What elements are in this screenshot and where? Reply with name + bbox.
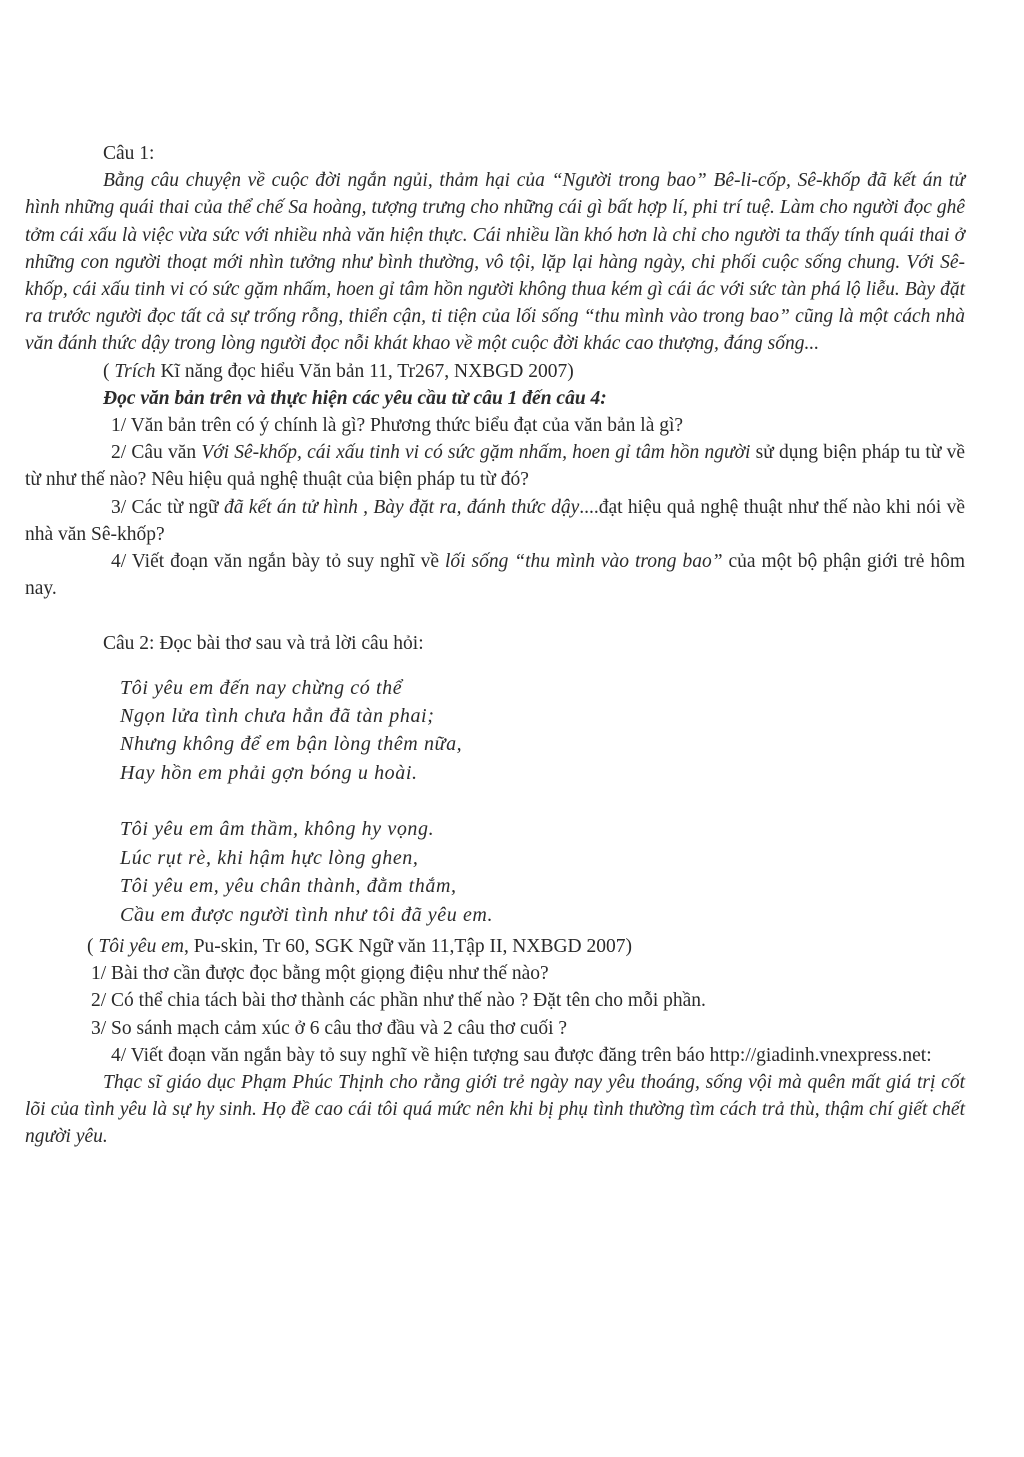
cau1-source-italic: Trích <box>114 360 156 382</box>
cau1-q4-prefix: 4/ Viết đoạn văn ngắn bày tỏ suy nghĩ về <box>111 551 445 573</box>
cau2-quote: Thạc sĩ giáo dục Phạm Phúc Thịnh cho rằng giới trẻ ngày nay yêu thoáng, sống vội mà quên mất giá trị cốt lõi của tình yêu là sự hy sinh. Họ đề cao cái tôi quá mức nên khi bị phụ tình thường tìm cách trả thù, thậm chí giết chết người yêu. <box>25 1071 965 1148</box>
cau1-question-2 <box>25 439 965 493</box>
poem-line: Cầu em được người tình như tôi đã yêu em. <box>120 903 494 926</box>
poem-line: Hay hồn em phải gợn bóng u hoài. <box>120 761 418 784</box>
cau2-question-4: 4/ Viết đoạn văn ngắn bày tỏ suy nghĩ về hiện tượng sau được đăng trên báo http://giadinh.vnexpress.net: <box>111 1044 932 1066</box>
poem-line: Tôi yêu em đến nay chừng có thể <box>120 676 403 699</box>
document-page <box>25 140 965 1151</box>
cau1-q4-suffix: của một bộ phận giới trẻ hôm nay. <box>25 551 965 600</box>
cau1-q2-prefix: 2/ Câu văn <box>111 442 202 464</box>
cau1-label: Câu 1: <box>103 143 155 164</box>
cau1-question-1: 1/ Văn bản trên có ý chính là gì? Phương thức biểu đạt của văn bản là gì? <box>111 415 684 437</box>
cau1-question-4 <box>25 548 965 602</box>
poem-line: Ngọn lửa tình chưa hẳn đã tàn phai; <box>120 705 435 728</box>
cau1-q2-quote: Với Sê-khốp, cái xấu tinh vi có sức gặm nhấm, hoen gỉ tâm hồn người <box>201 442 751 464</box>
poem-line: Tôi yêu em, yêu chân thành, đằm thắm, <box>120 875 457 898</box>
stanza-spacer <box>120 787 965 815</box>
cau2-question-3: 3/ So sánh mạch cảm xúc ở 6 câu thơ đầu và 2 câu thơ cuối ? <box>91 1017 568 1039</box>
poem-line: Nhưng không để em bận lòng thêm nữa, <box>120 733 463 756</box>
cau2-source-rest: , Pu-skin, Tr 60, SGK Ngữ văn 11,Tập II, NXBGD 2007) <box>183 935 632 957</box>
cau2-source <box>25 933 965 960</box>
cau1-passage: Bằng câu chuyện về cuộc đời ngắn ngủi, thảm hại của “Người trong bao” Bê-li-cốp, Sê-khốp đã kết án tử hình những quái thai của thể chế Sa hoàng, tượng trưng cho những cái gì bất hợp lí, phi trí tuệ. Làm cho người đọc ghê tởm cái xấu là việc vừa sức với nhiều nhà văn hiện thực. Cái nhiều lần khó hơn là chỉ cho người ta thấy tính quái thai ở những con người thoạt mới nhìn tưởng như bình thường, vô tội, lặp lại hàng ngày, chi phối cuộc sống chung. Với Sê-khốp, cái xấu tinh vi có sức gặm nhấm, hoen gỉ tâm hồn người không thua kém gì cái ác với sức tàn phá lộ liễu. Bày đặt ra trước người đọc tất cả sự trống rỗng, thiển cận, ti tiện của lối sống “thu mình vào trong bao” cũng là một cách nhà văn đánh thức dậy trong lòng người đọc nỗi khát khao về một cuộc đời khác cao thượng, đáng sống... <box>25 170 965 355</box>
section-spacer <box>25 602 965 630</box>
cau1-source-rest: Kĩ năng đọc hiểu Văn bản 11, Tr267, NXBGD 2007) <box>155 360 574 382</box>
cau2-source-open: ( <box>87 935 99 957</box>
poem <box>25 674 965 929</box>
poem-spacer <box>25 658 965 674</box>
cau1-q3-prefix: 3/ Các từ ngữ <box>111 496 224 518</box>
poem-line: Tôi yêu em âm thầm, không hy vọng. <box>120 818 435 841</box>
cau2-question-2: 2/ Có thể chia tách bài thơ thành các phần như thế nào ? Đặt tên cho mỗi phần. <box>91 990 706 1012</box>
cau1-source <box>25 358 965 385</box>
cau1-q2-suffix: sử dụng biện pháp tu từ về từ như thế nào? Nêu hiệu quả nghệ thuật của biện pháp tu từ đó? <box>25 442 966 491</box>
cau1-source-open: ( <box>103 360 115 382</box>
cau1-q3-quote: đã kết án tử hình , Bày đặt ra, đánh thức dậy <box>223 496 580 518</box>
cau1-question-3 <box>25 494 965 548</box>
poem-line: Lúc rụt rè, khi hậm hực lòng ghen, <box>120 846 419 869</box>
cau2-source-italic: Tôi yêu em <box>98 935 184 957</box>
cau2-label: Câu 2: Đọc bài thơ sau và trả lời câu hỏi: <box>103 633 424 655</box>
cau1-q3-suffix: ....đạt hiệu quả nghệ thuật như thế nào khi nói về nhà văn Sê-khốp? <box>25 496 965 545</box>
cau1-q4-quote: lối sống “thu mình vào trong bao” <box>444 551 723 573</box>
cau2-question-1: 1/ Bài thơ cần được đọc bằng một giọng điệu như thế nào? <box>91 963 549 985</box>
cau1-instruction: Đọc văn bản trên và thực hiện các yêu cầu từ câu 1 đến câu 4: <box>103 387 607 409</box>
